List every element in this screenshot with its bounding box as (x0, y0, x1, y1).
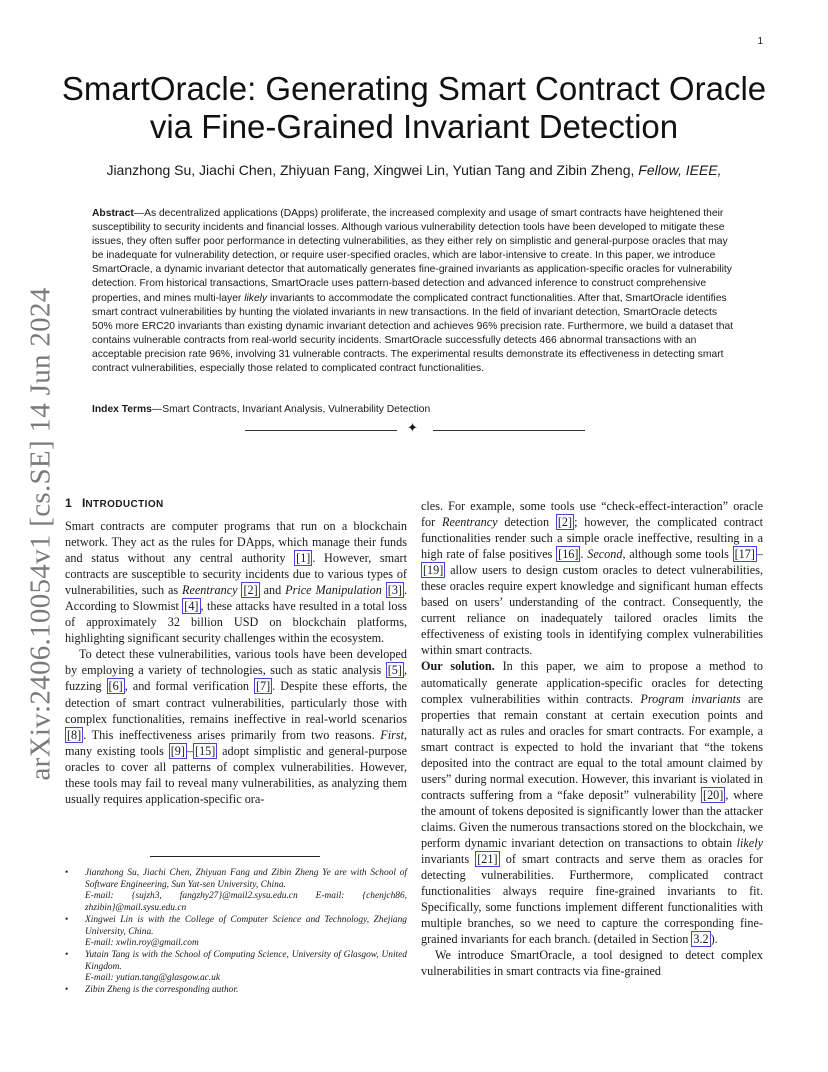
abstract (92, 207, 738, 376)
citation-link[interactable]: [8] (67, 727, 82, 742)
citation-link[interactable]: [17] (734, 547, 755, 562)
citation-link[interactable]: [2] (557, 515, 573, 530)
divider-star-icon: ✦ (407, 421, 418, 436)
text-italic: Price Manipulation (285, 583, 382, 598)
section-number: 1 (65, 496, 72, 510)
bullet: • (65, 985, 69, 996)
text: are properties that remain constant at certain execution points and naturally act as rules and oracles for smart contracts. For example, a smart contract is expected to hold the invariant that “the tokens deposited into the contract are equal to the total amount claimed by users” during normal execution. However, this invariant is violated in contracts suffering from a “fake deposit” vulnerability (421, 691, 763, 802)
text: and (259, 583, 286, 598)
page-number: 1 (757, 36, 763, 47)
text-italic: Reentrancy (182, 583, 238, 598)
section-divider (245, 423, 585, 437)
section-heading (65, 496, 164, 510)
abstract-likely: likely (244, 292, 268, 304)
left-column (65, 518, 407, 807)
author-names: Jianzhong Su, Jiachi Chen, Zhiyuan Fang, Xingwei Lin, Yutian Tang and Zibin Zheng, (106, 162, 635, 178)
text: In this paper, we aim to propose a method to automatically generate application-specific oracles for detecting complex vulnerabilities within contracts. (421, 659, 763, 706)
left-paragraph-2 (65, 646, 407, 806)
text: . This ineffectiveness arises primarily from two reasons. (83, 727, 381, 742)
bullet: • (65, 949, 69, 960)
text: cles. For example, some tools use “check-effect-interaction” oracle for (421, 499, 763, 530)
citation-link[interactable]: [16] (558, 547, 579, 562)
index-terms-label: Index Terms (92, 404, 152, 415)
section-rest: NTRODUCTION (85, 499, 164, 510)
right-paragraph-3 (421, 947, 763, 979)
divider-line-left (245, 430, 397, 431)
section-first-letter: I (81, 496, 86, 510)
footnote-text: Jianzhong Su, Jiachi Chen, Zhiyuan Fang and Zibin Zheng Ye are with School of Software Engineering, Sun Yat-sen University, China. (85, 868, 407, 890)
footnotes (65, 868, 407, 997)
footnote-email: E-mail: xwlin.roy@gmail.com (85, 938, 199, 949)
text: , fuzzing (65, 663, 407, 694)
paper-title (50, 70, 778, 146)
citation-link[interactable]: [2] (243, 583, 258, 598)
footnote-text: Zibin Zheng is the corresponding author. (85, 985, 239, 996)
text: ; however, the complicated contract functionalities render such a simple oracle ineffective, resulting in a high rate of false positives (421, 515, 763, 562)
text: We introduce SmartOracle, a tool designed to detect complex vulnerabilities in smart contracts via fine-grained (421, 948, 763, 979)
index-terms (92, 404, 738, 415)
text: , many existing tools (65, 727, 407, 758)
citation-link[interactable]: [5] (387, 663, 402, 678)
text: allow users to design custom oracles to detect vulnerabilities, these oracles require expert knowledge and significant human effects based on users’ understanding of the contract. Consequently, the current reliance on inadequately tailored oracles limits the effectiveness of existing tools in identifying complex vulnerabilities within smart contracts. (421, 563, 763, 658)
citation-link[interactable]: [21] (477, 852, 498, 867)
text: , and formal verification (124, 679, 254, 694)
right-column (421, 498, 763, 979)
citation-link[interactable]: [15] (195, 743, 216, 758)
text-italic: likely (736, 835, 763, 850)
footnote-item (65, 950, 407, 985)
title-line-2: via Fine-Grained Invariant Detection (149, 108, 679, 145)
text: adopt simplistic and general-purpose oracles to cover all patterns of complex vulnerabilities. However, these tools may fail to reveal many vulnerabilities, as analyzing them usually requires application-specific ora- (65, 743, 408, 806)
text: – (186, 743, 194, 758)
footnote-item (65, 868, 407, 915)
footnote-email: E-mail: yutian.tang@glasgow.ac.uk (85, 973, 220, 984)
text: To detect these vulnerabilities, various tools have been developed by employing a variety of technologies, such as static analysis (65, 647, 407, 678)
text: , where the amount of tokens deposited is significantly lower than the attacker claims. Given the numerous transactions stored on the blockchain, we perform dynamic invariant detection on transactions to obtain (421, 787, 763, 850)
footnote-email: E-mail: {sujzh3, fangzhy27}@mail2.sysu.edu.cn E-mail: {chenjch86, zhzibin}@mail.sysu.edu.cn (85, 891, 407, 914)
text: . According to Slowmist (65, 583, 408, 614)
text: . Despite these efforts, the detection of smart contract vulnerabilities, particularly those with complex functionalities, remains ineffective in real-world scenarios (65, 679, 407, 726)
text: Smart contracts are computer programs that run on a blockchain network. They act as the rules for DApps, which manage their funds and status without any central authority (65, 519, 407, 566)
footnote-rule (150, 856, 320, 857)
author-list (60, 162, 768, 178)
text: – (756, 547, 763, 562)
footnote-text: Xingwei Lin is with the College of Computer Science and Technology, Zhejiang University, China. (85, 914, 407, 937)
bullet: • (65, 868, 69, 878)
paragraph-label: Our solution. (421, 659, 495, 674)
abstract-label: Abstract (92, 208, 134, 219)
left-paragraph-1 (65, 518, 407, 646)
title-line-1: SmartOracle: Generating Smart Contract Oracle (61, 70, 767, 107)
text: of smart contracts and serve them as oracles for detecting vulnerabilities. Furthermore, complicated contract functionalities always require fine-grained invariants to fit. Specifically, some functions implement different functionalities with multiple branches, so we need to capture the corresponding fine-grained invariants for each branch. (detailed in Section (421, 852, 763, 947)
text: . However, smart contracts are susceptible to security incidents due to various types of vulnerabilities, such as (65, 551, 407, 598)
text-italic: First (380, 727, 404, 742)
text: detection (497, 515, 556, 530)
abstract-text-a: —As decentralized applications (DApps) proliferate, the increased complexity and usage of smart contracts have heightened their susceptibility to security incidents and financial losses. Although various vulnerability detection tools have been developed to mitigate these issues, they often suffer poor performance in detecting vulnerabilities, as they either rely on simplistic and general-purpose oracles that may be inadequate for vulnerability detection, or require user-specified oracles, which are labor-intensive to create. In this paper, we introduce SmartOracle, a dynamic invariant detector that automatically generates fine-grained invariants as application-specific oracles for vulnerability detection. From historical transactions, SmartOracle uses pattern-based detection and advanced inference to construct comprehensive properties, and mines multi-layer (92, 208, 732, 304)
citation-link[interactable]: [9] (170, 743, 185, 758)
citation-link[interactable]: [6] (108, 679, 123, 694)
footnote-text: Yutain Tang is with the School of Computing Science, University of Glasgow, United Kingdom. (85, 949, 407, 972)
text-italic: Program invariants (640, 691, 741, 706)
arxiv-stamp-text: arXiv:2406.10054v1 [cs.SE] 14 Jun 2024 (24, 287, 57, 781)
citation-link[interactable]: [4] (184, 599, 199, 614)
footnote-item (65, 915, 407, 950)
citation-link[interactable]: [3] (387, 583, 402, 598)
citation-link[interactable]: [20] (703, 787, 724, 802)
text: invariants (421, 852, 476, 867)
right-paragraph-2 (421, 658, 763, 947)
index-terms-text: —Smart Contracts, Invariant Analysis, Vulnerability Detection (151, 404, 431, 415)
text-italic: Reentrancy (442, 515, 498, 530)
author-affiliation: Fellow, IEEE, (638, 162, 722, 178)
arxiv-stamp (20, 287, 62, 781)
bullet: • (65, 914, 69, 925)
abstract-text-b: invariants to accommodate the complicated contract functionalities. After that, SmartOracle identifies smart contract vulnerabilities by hunting the violated invariants in new transactions. In the field of invariant detection, SmartOracle detects 50% more ERC20 invariants than existing dynamic invariant detection and achieves 96% precision rate. Furthermore, we build a dataset that contains vulnerable contracts from real-world security incidents. SmartOracle successfully detects 466 abnormal transactions with an acceptable precision rate 96%, involving 31 vulnerable contracts. The experimental results demonstrate its effectiveness in detecting smart contract vulnerabilities, especially those related to complicated contract functionalities. (92, 292, 734, 375)
text: . (580, 547, 588, 562)
section-link[interactable]: 3.2 (693, 932, 709, 947)
right-paragraph-1 (421, 498, 763, 658)
citation-link[interactable]: [1] (296, 551, 311, 566)
citation-link[interactable]: [19] (423, 563, 444, 578)
text: , these attacks have resulted in a total loss of approximately 32 billion USD on blockchain platforms, highlighting significant security challenges within the ecosystem. (65, 599, 407, 646)
divider-line-right (433, 430, 585, 431)
text: , although some tools (622, 547, 733, 562)
text-italic: Second (587, 547, 623, 562)
footnote-item (65, 985, 407, 997)
citation-link[interactable]: [7] (256, 679, 271, 694)
text: ). (710, 932, 718, 947)
